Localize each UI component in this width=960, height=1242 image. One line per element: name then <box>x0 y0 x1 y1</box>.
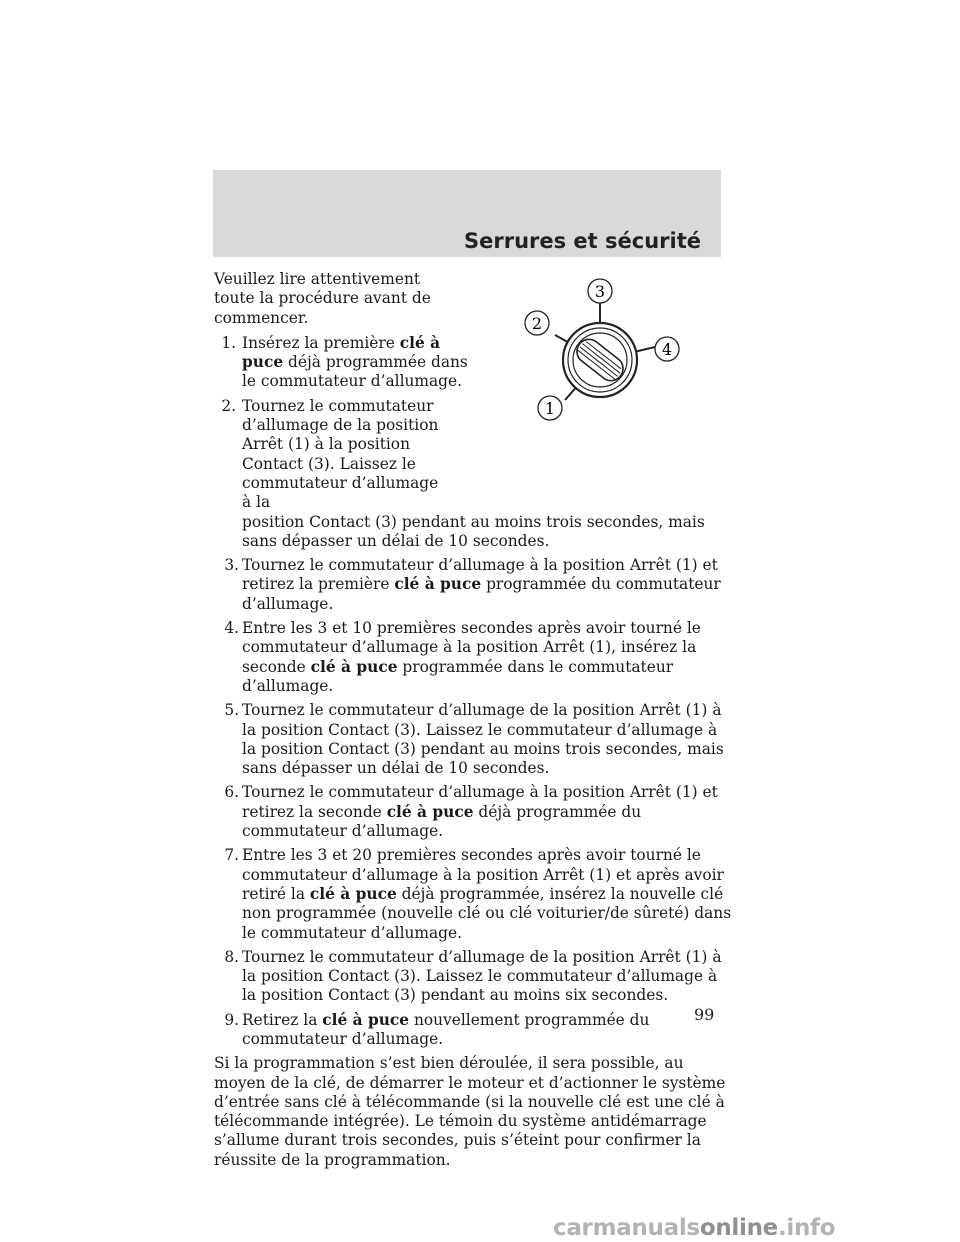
step-7 <box>214 846 734 942</box>
step-text: Tournez le commutateur d’allumage de la position Arrêt (1) à la position Contact (3). Laissez le commutateur d’allumage à la position Contact (3) pendant au moins six secondes. <box>242 947 722 1005</box>
step-2 <box>214 397 734 551</box>
section-header <box>213 170 721 257</box>
step-number: 1. <box>221 333 236 352</box>
step-number: 6. <box>224 783 239 802</box>
step-text: déjà programmée dans le commutateur d’allumage. <box>242 353 468 391</box>
step-text: Entre les 3 et 20 premières secondes après avoir tourné le commutateur d’allumage à la position Arrêt (1) et après avoir retiré la <box>242 846 724 903</box>
step-bold-term: clé à puce <box>310 657 398 676</box>
intro-paragraph: Veuillez lire attentivement toute la procédure avant de commencer. <box>214 270 431 327</box>
step-text: Tournez le commutateur d’allumage à la position Arrêt (1) et retirez la première <box>242 556 718 594</box>
closing-paragraph: Si la programmation s’est bien déroulée, il sera possible, au moyen de la clé, de démarrer le moteur et d’actionner le système d’entrée sans clé à télécommande (si la nouvelle clé est une clé à télécommande intégrée). Le témoin du système antidémarrage s’allume durant trois secondes, puis s’éteint pour confirmer la réussite de la programmation. <box>214 1054 726 1169</box>
step-text: Tournez le commutateur d’allumage de la position Arrêt (1) à la position Contact (3). Laissez le commutateur d’allumage à la <box>242 396 439 512</box>
step-text: position Contact (3) pendant au moins trois secondes, mais sans dépasser un délai de 10 secondes. <box>242 512 705 550</box>
diagram-label-4: 4 <box>661 340 673 359</box>
step-bold-term: clé à puce <box>386 802 474 821</box>
page-number: 99 <box>694 1005 715 1024</box>
step-number: 8. <box>224 947 239 966</box>
step-number: 2. <box>221 396 236 415</box>
watermark-suffix: .info <box>777 1215 836 1241</box>
step-number: 9. <box>224 1010 239 1029</box>
diagram-label-2: 2 <box>531 314 543 333</box>
watermark <box>553 1215 835 1241</box>
step-bold-term: clé à puce <box>309 884 397 903</box>
diagram-label-1: 1 <box>544 399 556 418</box>
diagram-label-3: 3 <box>594 282 606 301</box>
step-text: Insérez la première <box>242 333 400 352</box>
main-content <box>214 270 734 1175</box>
step-text: Entre les 3 et 10 premières secondes après avoir tourné le commutateur d’allumage à la position Arrêt (1), insérez la seconde <box>242 619 701 676</box>
watermark-prefix: carmanuals <box>553 1215 700 1241</box>
step-text: Retirez la <box>242 1010 323 1029</box>
step-text: déjà programmée du commutateur d’allumage. <box>242 802 642 841</box>
section-title: Serrures et sécurité <box>463 229 701 253</box>
step-text: déjà programmée, insérez la nouvelle clé non programmée (nouvelle clé ou clé voiturier/de sûreté) dans le commutateur d’allumage. <box>242 884 732 942</box>
step-number: 3. <box>224 556 239 575</box>
step-number: 7. <box>224 846 239 865</box>
step-4 <box>214 619 734 696</box>
watermark-host: online <box>699 1215 778 1241</box>
step-6 <box>214 783 734 841</box>
step-bold-term: clé à puce <box>242 333 441 372</box>
step-bold-term: clé à puce <box>322 1010 410 1029</box>
step-8 <box>214 948 734 1006</box>
step-text: Tournez le commutateur d’allumage à la position Arrêt (1) et retirez la seconde <box>242 783 718 821</box>
step-9 <box>214 1011 734 1050</box>
step-text: programmée du commutateur d’allumage. <box>242 575 721 613</box>
step-text: nouvellement programmée du commutateur d’allumage. <box>242 1010 650 1048</box>
step-5 <box>214 701 734 778</box>
step-number: 4. <box>224 619 239 638</box>
step-bold-term: clé à puce <box>394 575 482 594</box>
step-number: 5. <box>224 701 239 720</box>
step-3 <box>214 556 734 614</box>
step-text: Tournez le commutateur d’allumage de la position Arrêt (1) à la position Contact (3). Laissez le commutateur d’allumage à la position Contact (3) pendant au moins trois secondes, mais sans dépasser un délai de 10 secondes. <box>242 701 724 778</box>
step-text: programmée dans le commutateur d’allumage. <box>242 657 674 695</box>
step-1 <box>214 334 472 392</box>
